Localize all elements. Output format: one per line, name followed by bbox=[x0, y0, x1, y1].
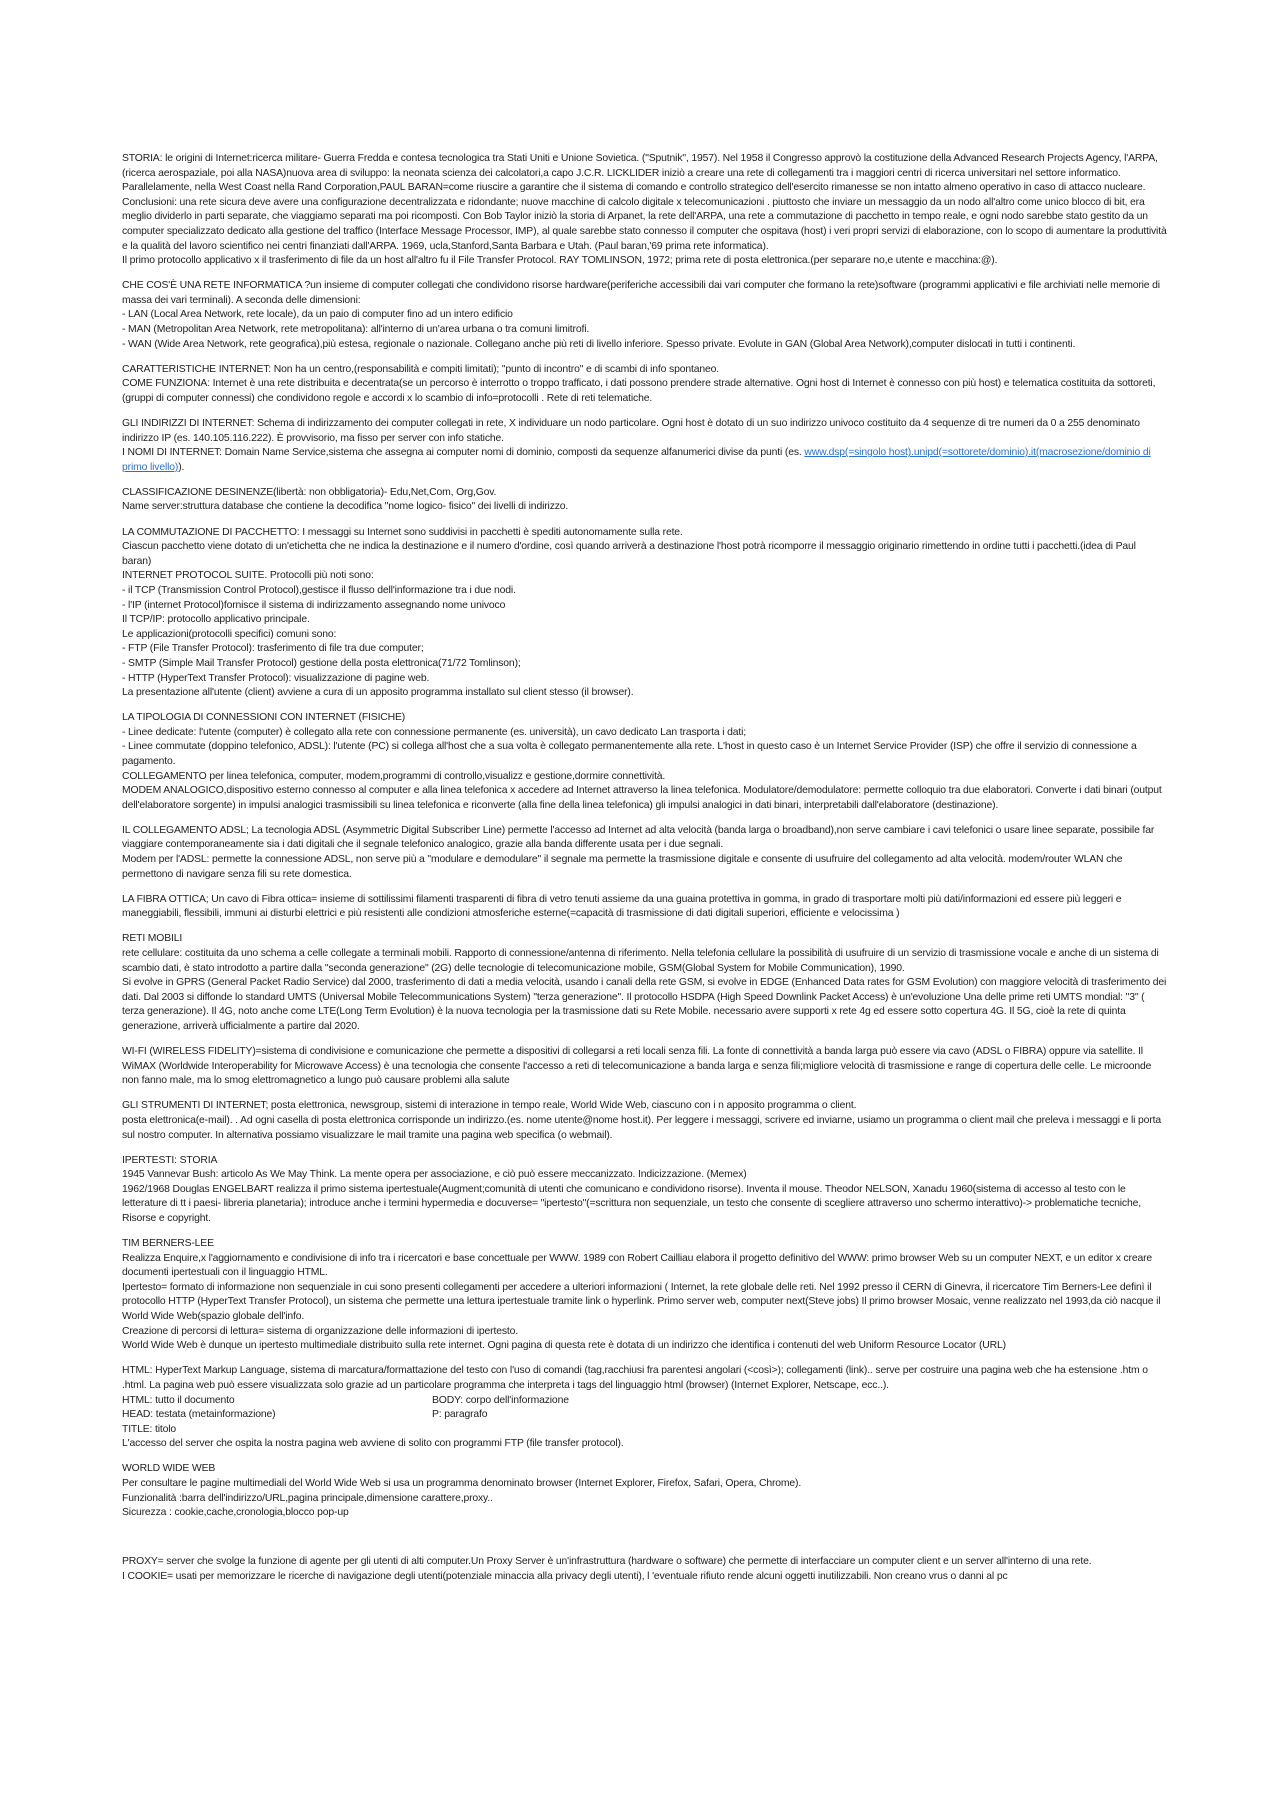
paragraph: Parallelamente, nella West Coast nella Rand Corporation,PAUL BARAN=come riuscire a garantire che il sistema di comando e controllo strategico dell'esercito rimanesse se non intatto almeno operativo in caso di attacco nucleare. Conclusioni: una rete sicura deve avere una configurazione decentralizzata e ridondante; nuove macchine di calcolo digitale x telecomunicazioni . piuttosto che inviare un messaggio da un nodo all'altro come unico blocco di bit, era meglio dividerlo in parti separate, che viaggiamo separati ma poi ricomposti. Con Bob Taylor iniziò la storia di Arpanet, la rete dell'ARPA, una rete a commutazione di pacchetto in tempo reale, e ogni nodo sarebbe stato gestito da un computer specializzato dedicato alla gestione del traffico (Interface Message Processor, IMP), al quale sarebbe stato connesso il computer che ospitava (host) i veri propri servizi di elaborazione, con lo scopo di aumentare la produttività e la qualità del lavoro scientifico nei centri finanziati dall'ARPA. 1969, ucla,Stanford,Santa Barbara e Utah. (Paul baran,'69 prima rete informatica). bbox=[122, 182, 1167, 252]
paragraph: CLASSIFICAZIONE DESINENZE(libertà: non obbligatoria)- Edu,Net,Com, Org,Gov. bbox=[122, 486, 497, 498]
section-berners-lee bbox=[122, 1237, 1167, 1354]
paragraph: Modem per l'ADSL: permette la connessione ADSL, non serve più a "modulare e demodulare" il segnale ma permette la trasmissione digitale e consente di usufruire del collegamento ad alta velocità. modem/router WLAN che permettono di navigare senza fili su rete domestica. bbox=[122, 854, 1123, 880]
list-item: - FTP (File Transfer Protocol): trasferimento di file tra due computer; bbox=[122, 643, 424, 655]
list-item: - Linee dedicate: l'utente (computer) è collegato alla rete con connessione permanente (es. università), un cavo dedicato Lan trasporta i dati; bbox=[122, 726, 746, 738]
paragraph: STORIA: le origini di Internet:ricerca militare- Guerra Fredda e contesa tecnologica tra Stati Uniti e Unione Sovietica. ("Sputnik", 1957). Nel 1958 il Congresso approvò la costituzione della Advanced Research Projects Agency, l'ARPA, (ricerca aerospaziale, poi alla NASA)nuova area di sviluppo: la neonata scienza dei calcolatori,a capo J.C.R. LICKLIDER iniziò a creare una rete di collegamenti tra i maggiori centri di ricerca universitari nel settore informatico. bbox=[122, 153, 1158, 179]
section-heading: LA TIPOLOGIA DI CONNESSIONI CON INTERNET (FISICHE) bbox=[122, 712, 406, 724]
paragraph: Sicurezza : cookie,cache,cronologia,blocco pop-up bbox=[122, 1507, 349, 1519]
section-wifi bbox=[122, 1045, 1167, 1089]
paragraph: Ciascun pacchetto viene dotato di un'etichetta che ne indica la destinazione e il numero d'ordine, così quando arriverà a destinazione l'host potrà ricomporre il messaggio originario rimettendo in ordine tutti i pacchetti.(idea di Paul baran) bbox=[122, 541, 1136, 567]
paragraph: Il primo protocollo applicativo x il trasferimento di file da un host all'altro fu il File Transfer Protocol. RAY TOMLINSON, 1972; prima rete di posta elettronica.(per separare no,e utente e macchina:@). bbox=[122, 255, 998, 267]
document-page bbox=[122, 152, 1167, 1595]
paragraph: Le applicazioni(protocolli specifici) comuni sono: bbox=[122, 628, 337, 640]
section-indirizzi bbox=[122, 417, 1167, 475]
list-item: - LAN (Local Area Network, rete locale), da un paio di computer fino ad un intero edificio bbox=[122, 309, 513, 321]
paragraph: I COOKIE= usati per memorizzare le ricerche di navigazione degli utenti(potenziale minaccia alla privacy degli utenti), l 'eventuale rifiuto rende alcuni oggetti inutilizzabili. Non creano vrus o danni al pc bbox=[122, 1570, 1008, 1582]
paragraph: GLI STRUMENTI DI INTERNET; posta elettronica, newsgroup, sistemi di interazione in tempo reale, World Wide Web, ciascuno con i n apposito programma o client. bbox=[122, 1100, 857, 1112]
tag-definition: TITLE: titolo bbox=[122, 1423, 177, 1435]
paragraph: MODEM ANALOGICO,dispositivo esterno connesso al computer e alla linea telefonica x accedere ad Internet attraverso la linea telefonica. Modulatore/demodulatore: permette colloquio tra due elaboratori. Converte i dati binari (output dell'elaboratore sorgente) in impulsi analogici trasmissibili su linea telefonica e riconverte (alla fine della linea telefonica) gli impulsi analogici in dati binari, interpretabili dall'elaboratore (destinazione). bbox=[122, 785, 1162, 811]
paragraph: Ipertesto= formato di informazione non sequenziale in cui sono presenti collegamenti per accedere a ulteriori informazioni ( Internet, la rete globale delle reti. Nel 1992 presso il CERN di Ginevra, il ricercatore Tim Berners-Lee definì il protocollo HTTP (HyperText Transfer Protocol), un sistema che permette una lettura ipertestuale tramite link o hyperlink. Primo server web, computer next(Steve jobs) Il primo browser Mosaic, venne realizzato nel 1993,da ciò nacque il World Wide Web(spazio globale dell'info. bbox=[122, 1281, 1161, 1323]
paragraph: CARATTERISTICHE INTERNET: Non ha un centro,(responsabilità e compiti limitati); "punto di incontro" e di scambi di info spontaneo. bbox=[122, 363, 719, 375]
section-ipertesti bbox=[122, 1154, 1167, 1227]
list-item: - MAN (Metropolitan Area Network, rete metropolitana): all'interno di un'area urbana o tra comuni limitrofi. bbox=[122, 324, 590, 336]
paragraph: World Wide Web è dunque un ipertesto multimediale distribuito sulla rete internet. Ogni pagina di questa rete è dotata di un indirizzo che identifica i contenuti del web Uniform Resource Locator (URL) bbox=[122, 1340, 1006, 1352]
section-www bbox=[122, 1462, 1167, 1520]
tag-definition: P: paragrafo bbox=[432, 1409, 488, 1421]
paragraph: PROXY= server che svolge la funzione di agente per gli utenti di alti computer.Un Proxy Server è un'infrastruttura (hardware o software) che permette di interfacciare un computer client e un server all'interno di una rete. bbox=[122, 1556, 1092, 1568]
section-heading: IPERTESTI: STORIA bbox=[122, 1154, 218, 1166]
list-item: - HTTP (HyperText Transfer Protocol): visualizzazione di pagine web. bbox=[122, 672, 430, 684]
paragraph: posta elettronica(e-mail). . Ad ogni casella di posta elettronica corrisponde un indirizzo.(es. nome utente@nome host.it). Per leggere i messaggi, scrivere ed inviarne, usiamo un programma o client mail che preleva i messaggi e li porta sul nostro computer. In alternativa possiamo visualizzare le mail tramite una pagina web specifica (o webmail). bbox=[122, 1114, 1161, 1141]
paragraph: Il TCP/IP: protocollo applicativo principale. bbox=[122, 614, 310, 626]
paragraph: HTML: HyperText Markup Language, sistema di marcatura/formattazione del testo con l'uso di comandi (tag,racchiusi fra parentesi angolari (<così>); collegamenti (link).. serve per costruire una pagina web che ha estensione .htm o .html. La pagina web può essere visualizzata solo grazie ad un particolare programma che interpreta i tags del linguaggio html (browser) (Internet Explorer, Netscape, ecc..). bbox=[122, 1365, 1148, 1391]
section-fibra bbox=[122, 893, 1167, 922]
spacer bbox=[122, 1531, 1167, 1555]
tag-definition: HEAD: testata (metainformazione) bbox=[122, 1409, 276, 1421]
paragraph: INTERNET PROTOCOL SUITE. Protocolli più noti sono: bbox=[122, 570, 374, 582]
tag-row bbox=[122, 1394, 1167, 1409]
section-tipologia bbox=[122, 711, 1167, 813]
paragraph: Name server:struttura database che contiene la decodifica "nome logico- fisico" dei livelli di indirizzo. bbox=[122, 501, 569, 513]
section-reti-mobili bbox=[122, 932, 1167, 1034]
example-link[interactable]: www.dsp(=singolo host).unipd(=sottorete/dominio).it(macrosezione/dominio di primo livello) bbox=[122, 447, 1151, 473]
paragraph: Creazione di percorsi di lettura= sistema di organizzazione delle informazioni di ipertesto. bbox=[122, 1325, 518, 1337]
paragraph: L'accesso del server che ospita la nostra pagina web avviene di solito con programmi FTP (file transfer protocol). bbox=[122, 1438, 624, 1450]
tag-definition: BODY: corpo dell'informazione bbox=[432, 1394, 569, 1406]
section-heading: RETI MOBILI bbox=[122, 933, 183, 945]
paragraph: Si evolve in GPRS (General Packet Radio Service) dal 2000, trasferimento di dati a media velocità, usando i canali della rete GSM, si evolve in EDGE (Enhanced Data rates for GSM Evolution) con maggiore velocità di trasferimento dei dati. Dal 2003 si diffonde lo standard UMTS (Universal Mobile Telecommunications System) "terza generazione". Il protocollo HSDPA (High Speed Downlink Packet Access) è un'evoluzione Una delle prime reti UMTS mondial: "3" ( terza generazione). Il 4G, noto anche come LTE(Long Term Evolution) è la nuova tecnologia per la trasmissione dati su Rete Mobile. necessario avere supporti x rete 4g ed essere sotto copertura 4G. Il 5G, cioè la rete di quinta generazione, arriverà ufficialmente a partire dal 2020. bbox=[122, 977, 1167, 1032]
list-item: - il TCP (Transmission Control Protocol),gestisce il flusso dell'informazione tra i due nodi. bbox=[122, 584, 516, 596]
paragraph: GLI INDIRIZZI DI INTERNET: Schema di indirizzamento dei computer collegati in rete, X individuare un nodo particolare. Ogni host è dotato di un suo indirizzo univoco costituito da 4 sequenze di tre numeri da 0 a 255 denominato indirizzo IP (es. 140.105.116.222). È provvisorio, ma fisso per server con info statiche. bbox=[122, 418, 1140, 444]
section-heading: TIM BERNERS-LEE bbox=[122, 1238, 214, 1250]
paragraph: WI-FI (WIRELESS FIDELITY)=sistema di condivisione e comunicazione che permette a dispositivi di collegarsi a reti locali senza fili. La fonte di connettività a banda larga può essere via cavo (ADSL o FIBRA) oppure via satellite. Il WiMAX (Worldwide Interoperability for Microwave Access) è una tecnologia che consente l'accesso a reti di telecomunicazione a banda larga e senza fili;migliore velocità di trasmissione e range di copertura delle celle. Le microonde non fanno male, ma lo smog elettromagnetico a lungo può causare problemi alla salute bbox=[122, 1046, 1152, 1087]
paragraph: Funzionalità :barra dell'indirizzo/URL,pagina principale,dimensione carattere,proxy.. bbox=[122, 1492, 493, 1504]
paragraph: IL COLLEGAMENTO ADSL; La tecnologia ADSL (Asymmetric Digital Subscriber Line) permette l'accesso ad Internet ad alta velocità (banda larga o broadband),non serve cambiare i cavi telefonici o usare linee separate, possibile far viaggiare contemporaneamente sia i dati digitali che il segnale telefonico analogico, grazie alla banda differente usata per i due segnali. bbox=[122, 824, 1155, 851]
list-item: - WAN (Wide Area Network, rete geografica),più estesa, regionale o nazionale. Collegano anche più reti di livello inferiore. Spesso private. Evolute in GAN (Global Area Network),computer dislocati in tutti i continenti. bbox=[122, 338, 1076, 350]
section-rete-informatica bbox=[122, 279, 1167, 352]
list-item: - Linee commutate (doppino telefonico, ADSL): l'utente (PC) si collega all'host che a sua volta è collegato permanentemente alla rete. L'host in questo caso è un Internet Service Provider (ISP) che offre il servizio di connessione a pagamento. bbox=[122, 741, 1137, 767]
section-heading: WORLD WIDE WEB bbox=[122, 1463, 216, 1475]
paragraph: COLLEGAMENTO per linea telefonica, computer, modem,programmi di controllo,visualizz e gestione,dormire connettività. bbox=[122, 770, 666, 782]
section-commutazione bbox=[122, 526, 1167, 701]
section-adsl bbox=[122, 824, 1167, 882]
tag-row bbox=[122, 1408, 1167, 1423]
paragraph: LA FIBRA OTTICA; Un cavo di Fibra ottica= insieme di sottilissimi filamenti trasparenti di fibra di vetro tenuti assieme da una guaina protettiva in gomma, in grado di trasportare molti più dati/informazioni ed essere più leggeri e maneggiabili, flessibili, immuni ai disturbi elettrici e più resistenti alle condizioni atmosferiche esterne(=capacità di trasmissione di dati digitali superiori, efficiente e velocissima ) bbox=[122, 893, 1122, 920]
section-html bbox=[122, 1364, 1167, 1452]
paragraph: 1962/1968 Douglas ENGELBART realizza il primo sistema ipertestuale(Augment;comunità di utenti che comunicano e condividono risorse). Inventa il mouse. Theodor NELSON, Xanadu 1960(sistema di accesso al testo con le letterature di tt i paesi- libreria planetaria); introduce anche i termini hypermedia e docuverse= "ipertesto"(=scrittura non sequenziale, un testo che consente di scegliere attraverso uno schermo interattivo)-> problematiche tecniche, Risorse e copyright. bbox=[122, 1183, 1141, 1224]
paragraph: 1945 Vannevar Bush: articolo As We May Think. La mente opera per associazione, e ciò può essere meccanizzato. Indicizzazione. (Memex) bbox=[122, 1169, 747, 1181]
paragraph-text: ). bbox=[178, 461, 185, 473]
paragraph: La presentazione all'utente (client) avviene a cura di un apposito programma installato sul client stesso (il browser). bbox=[122, 687, 634, 699]
list-item: - l'IP (internet Protocol)fornisce il sistema di indirizzamento assegnando nome univoco bbox=[122, 599, 506, 611]
section-caratteristiche bbox=[122, 363, 1167, 407]
paragraph-text: I NOMI DI INTERNET: Domain Name Service,sistema che assegna ai computer nomi di dominio, composti da sequenze alfanumerici divise da punti (es. bbox=[122, 447, 805, 459]
section-classificazione bbox=[122, 486, 1167, 515]
paragraph: LA COMMUTAZIONE DI PACCHETTO: I messaggi su Internet sono suddivisi in pacchetti è spediti autonomamente sulla rete. bbox=[122, 526, 683, 538]
section-strumenti bbox=[122, 1099, 1167, 1143]
paragraph: rete cellulare: costituita da uno schema a celle collegate a terminali mobili. Rapporto di connessione/antenna di riferimento. Nella telefonia cellulare la possibilità di usufruire di un servizio di trasmissione vocale e anche di un sistema di scambio dati, è stato introdotto a partire dalla "seconda generazione" (2G) delle tecnologie di telecomunicazione mobile, GSM(Global System for Mobile Communication), 1990. bbox=[122, 948, 1159, 974]
paragraph: COME FUNZIONA: Internet è una rete distribuita e decentrata(se un percorso è interrotto o troppo trafficato, i dati possono prendere strade alternative. Ogni host di Internet è connesso con più host) e telematica costituita da sottoreti,(gruppi di computer connessi) che condividono regole e accordi x lo scambio di info=protocolli . Rete di reti telematiche. bbox=[122, 378, 1156, 404]
paragraph: CHE COS'È UNA RETE INFORMATICA ?un insieme di computer collegati che condividono risorse hardware(periferiche accessibili dai vari computer che formano la rete)software (programmi applicativi e file archiviati nelle memorie di massa dei vari terminali). A seconda delle dimensioni: bbox=[122, 280, 1160, 306]
paragraph: Realizza Enquire,x l'aggiornamento e condivisione di info tra i ricercatori e base concettuale per WWW. 1989 con Robert Cailliau elabora il progetto definitivo del WWW: primo browser Web su un computer NEXT, e un editor x creare documenti ipertestuali con il linguaggio HTML. bbox=[122, 1252, 1153, 1279]
paragraph: Per consultare le pagine multimediali del World Wide Web si usa un programma denominato browser (Internet Explorer, Firefox, Safari, Opera, Chrome). bbox=[122, 1478, 802, 1489]
paragraph bbox=[122, 446, 1167, 475]
section-proxy bbox=[122, 1555, 1167, 1584]
section-storia bbox=[122, 152, 1167, 269]
list-item: - SMTP (Simple Mail Transfer Protocol) gestione della posta elettronica(71/72 Tomlinson); bbox=[122, 657, 521, 669]
tag-definition: HTML: tutto il documento bbox=[122, 1394, 235, 1406]
